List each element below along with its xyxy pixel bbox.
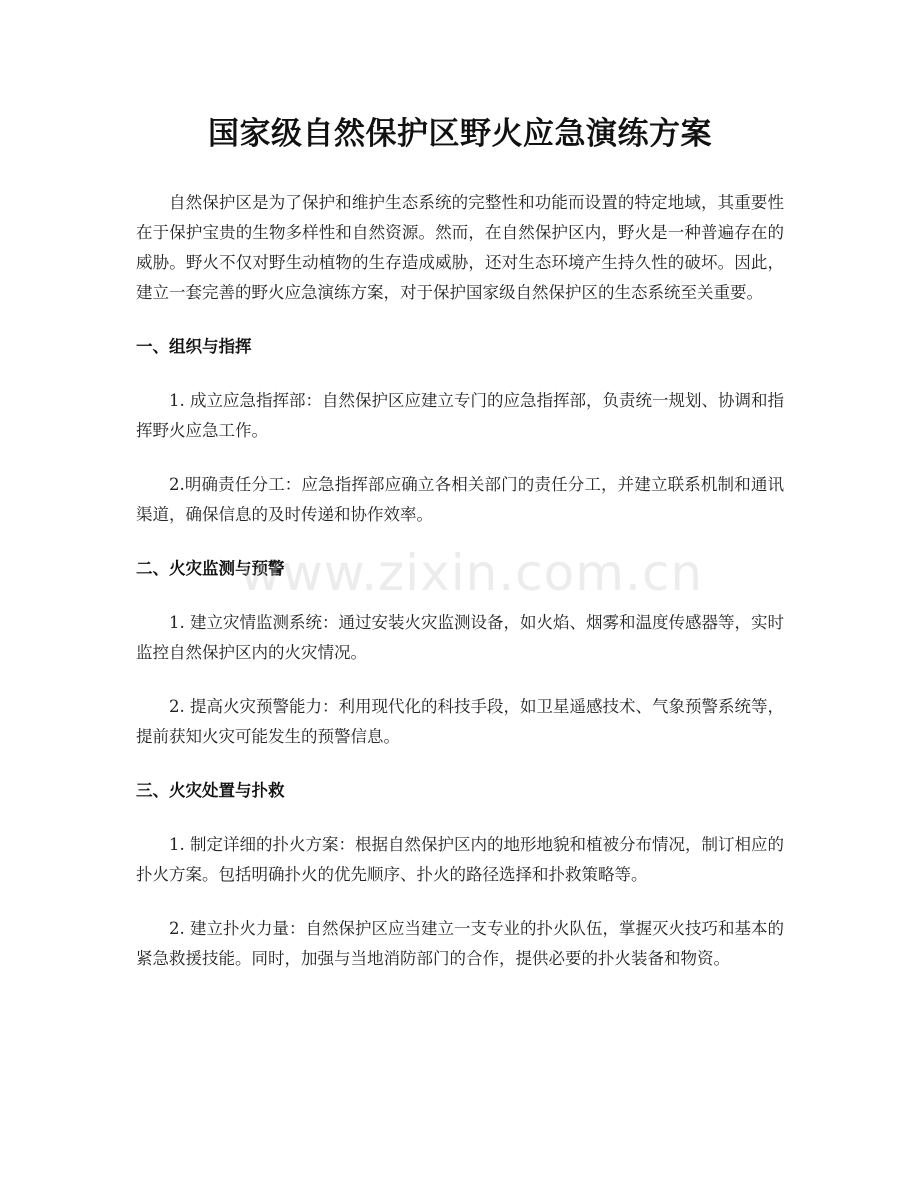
- section-1-item-1: 1. 成立应急指挥部：自然保护区应建立专门的应急指挥部，负责统一规划、协调和指挥野火应急工作。: [136, 391, 784, 440]
- section-3-item-1: 1. 制定详细的扑火方案：根据自然保护区内的地形地貌和植被分布情况，制订相应的扑火方案。包括明确扑火的优先顺序、扑火的路径选择和扑救策略等。: [136, 835, 784, 884]
- section-3-item-2: 2. 建立扑火力量：自然保护区应当建立一支专业的扑火队伍，掌握灭火技巧和基本的紧急救援技能。同时，加强与当地消防部门的合作，提供必要的扑火装备和物资。: [136, 919, 784, 968]
- section-1-item-2: 2.明确责任分工：应急指挥部应确立各相关部门的责任分工，并建立联系机制和通讯渠道，确保信息的及时传递和协作效率。: [136, 475, 784, 524]
- section-2-item-1: 1. 建立灾情监测系统：通过安装火灾监测设备，如火焰、烟雾和温度传感器等，实时监控自然保护区内的火灾情况。: [136, 613, 784, 662]
- section-heading-organization: 一、组织与指挥: [136, 337, 252, 356]
- document-title: 国家级自然保护区野火应急演练方案: [208, 116, 712, 152]
- watermark: www.zixin.com.cn: [240, 544, 704, 602]
- section-heading-monitoring: 二、火灾监测与预警: [136, 559, 285, 578]
- section-heading-firefighting: 三、火灾处置与扑救: [136, 781, 285, 800]
- document-page: [136, 0, 784, 974]
- intro-paragraph: 自然保护区是为了保护和维护生态系统的完整性和功能而设置的特定地域，其重要性在于保护宝贵的生物多样性和自然资源。然而，在自然保护区内，野火是一种普遍存在的威胁。野火不仅对野生动植物的生存造成威胁，还对生态环境产生持久性的破坏。因此，建立一套完善的野火应急演练方案，对于保护国家级自然保护区的生态系统至关重要。: [136, 193, 784, 302]
- section-2-item-2: 2. 提高火灾预警能力：利用现代化的科技手段，如卫星遥感技术、气象预警系统等，提前获知火灾可能发生的预警信息。: [136, 697, 784, 746]
